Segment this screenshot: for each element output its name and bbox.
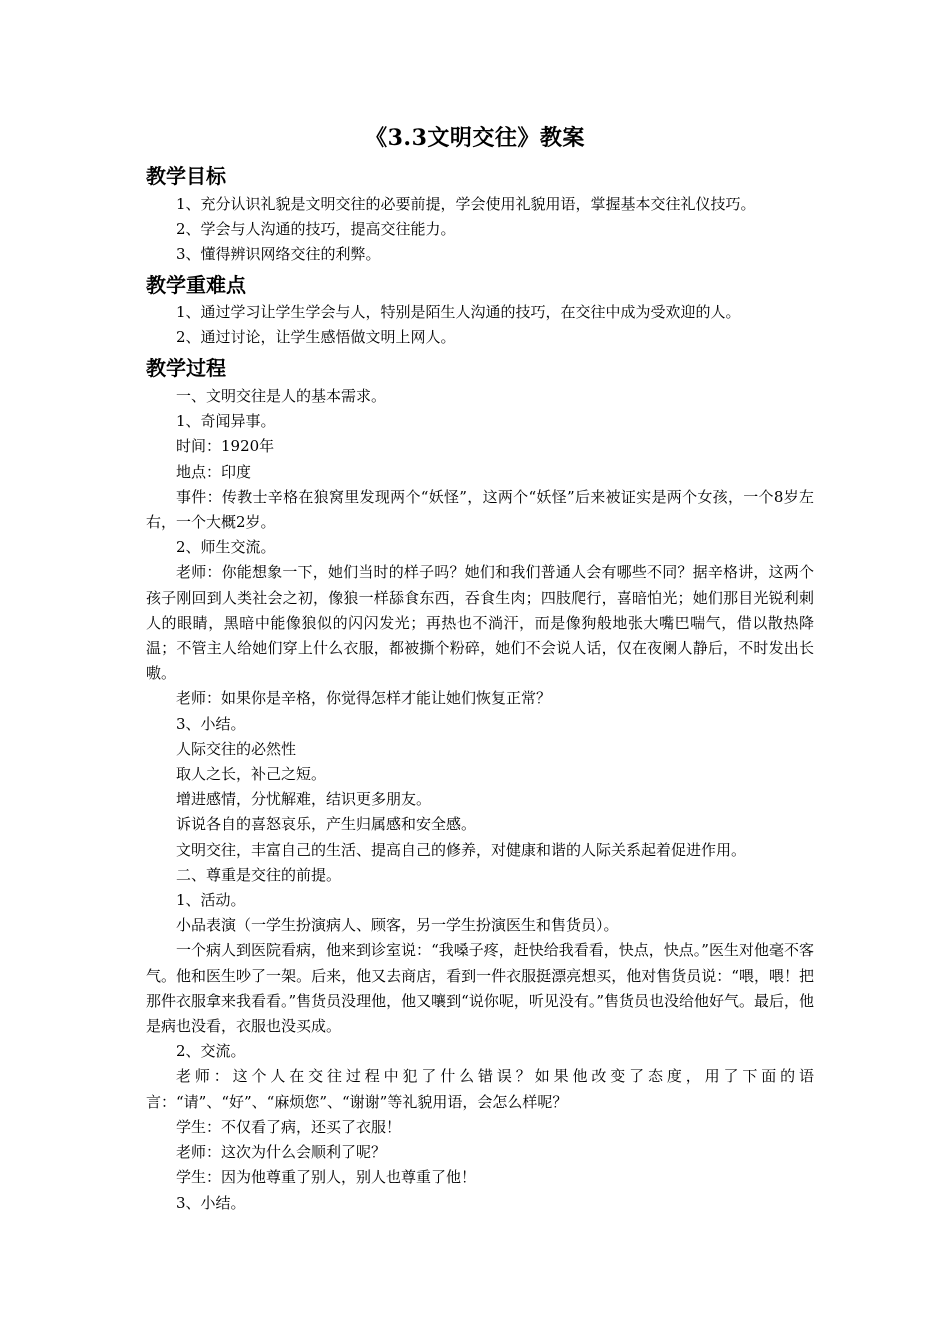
section-heading-objectives: 教学目标 [146,164,226,188]
paragraph: 3、小结。 [176,1193,246,1212]
paragraph: 1、奇闻异事。 [176,412,276,431]
paragraph: 一个病人到医院看病，他来到诊室说：“我嗓子疼，赶快给我看看，快点，快点。”医生对他毫不客气。他和医生吵了一架。后来，他又去商店，看到一件衣服挺漂亮想买，他对售货员说：“喂，喂！把那件衣服拿来我看看。”售货员没理他，他又嚷到“说你呢，听见没有。”售货员也没给他好气。最后，他是病也没看，衣服也没买成。 [146,941,815,1036]
paragraph: 老师：这个人在交往过程中犯了什么错误？如果他改变了态度，用了下面的语言：“请”、“好”、“麻烦您”、“谢谢”等礼貌用语，会怎么样呢？ [146,1067,814,1111]
paragraph: 取人之长，补己之短。 [176,765,327,784]
paragraph: 老师：这次为什么会顺利了呢？ [176,1143,387,1162]
paragraph: 3、小结。 [176,714,246,733]
paragraph: 1、充分认识礼貌是文明交往的必要前提，学会使用礼貌用语，掌握基本交往礼仪技巧。 [176,195,756,213]
paragraph: 学生：不仅看了病，还买了衣服！ [176,1117,402,1136]
section-objectives-body [146,192,814,268]
paragraph: 学生：因为他尊重了别人，别人也尊重了他！ [176,1168,477,1187]
paragraph: 2、师生交流。 [176,538,276,557]
paragraph: 3、懂得辨识网络交往的利弊。 [176,245,381,264]
paragraph: 增进感情，分忧解难，结识更多朋友。 [176,790,432,809]
paragraph: 老师：如果你是辛格，你觉得怎样才能让她们恢复正常？ [176,689,552,708]
paragraph: 诉说各自的喜怒哀乐，产生归属感和安全感。 [176,815,477,834]
paragraph: 1、通过学习让学生学会与人，特别是陌生人沟通的技巧，在交往中成为受欢迎的人。 [176,303,741,321]
paragraph: 事件：传教士辛格在狼窝里发现两个“妖怪”，这两个“妖怪”后来被证实是两个女孩，一个8岁左右，一个大概2岁。 [146,487,814,532]
section-heading-process: 教学过程 [146,356,226,380]
paragraph: 文明交往，丰富自己的生活、提高自己的修养，对健康和谐的人际关系起着促进作用。 [176,840,747,859]
document-title: 《3.3文明交往》教案 [365,125,585,151]
paragraph: 老师：你能想象一下，她们当时的样子吗？她们和我们普通人会有哪些不同？据辛格讲，这两个孩子刚回到人类社会之初，像狼一样舔食东西，吞食生肉；四肢爬行，喜暗怕光；她们那目光锐利刺人的眼睛，黑暗中能像狼似的闪闪发光；再热也不淌汗，而是像狗般地张大嘴巴喘气，借以散热降温；不管主人给她们穿上什么衣服，都被撕个粉碎，她们不会说人话，仅在夜阑人静后，不时发出长嗷。 [146,563,814,683]
paragraph: 小品表演（一学生扮演病人、顾客，另一学生扮演医生和售货员）。 [176,916,619,935]
section-key-points-body [146,300,814,350]
paragraph: 二、尊重是交往的前提。 [176,865,342,884]
paragraph: 1、活动。 [176,891,246,910]
paragraph: 时间：1920年 [176,437,275,456]
paragraph: 2、交流。 [176,1042,246,1061]
section-process-body [146,384,814,1216]
paragraph: 一、文明交往是人的基本需求。 [176,387,387,405]
paragraph: 地点：印度 [176,462,252,481]
paragraph: 人际交往的必然性 [176,739,297,758]
section-heading-key-points: 教学重难点 [146,273,246,297]
paragraph: 2、通过讨论，让学生感悟做文明上网人。 [176,328,456,347]
paragraph: 2、学会与人沟通的技巧，提高交往能力。 [176,220,456,239]
